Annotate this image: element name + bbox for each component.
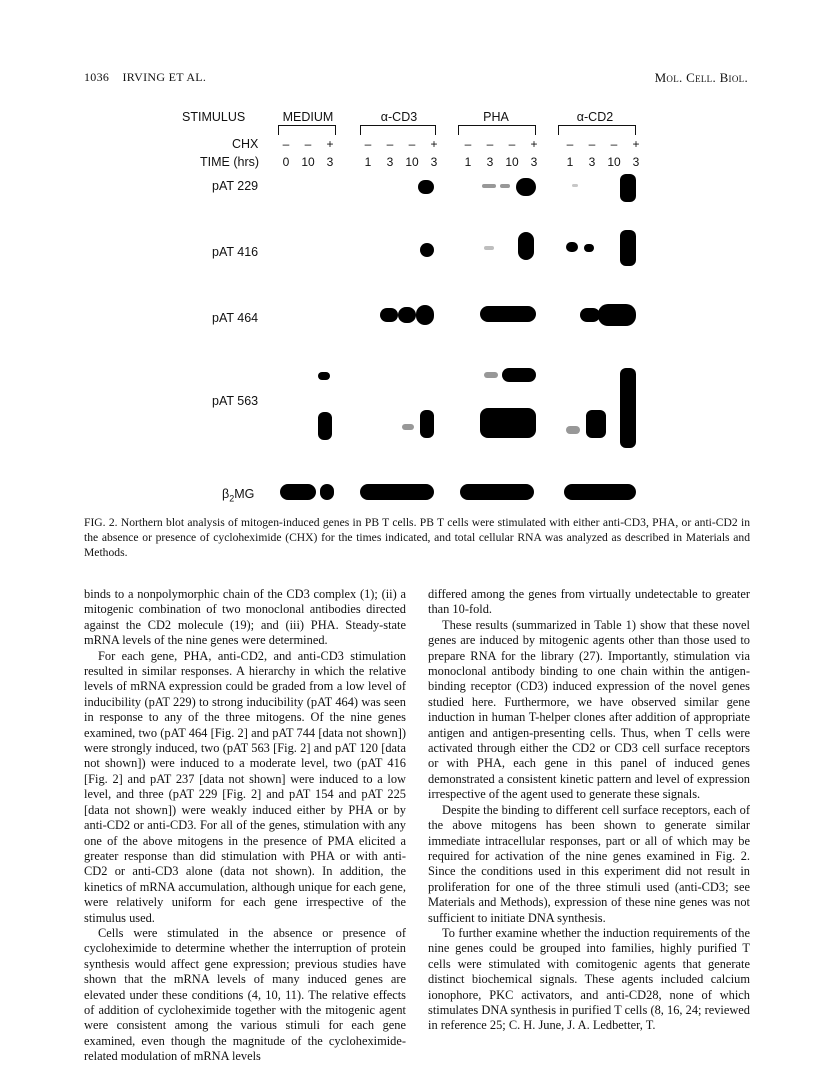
time-cd2-3: 10 (607, 155, 621, 169)
chx-cd2-1: – (566, 137, 574, 151)
blot-band (500, 184, 510, 188)
time-medium-1: 0 (282, 155, 290, 169)
blot-band (484, 372, 498, 378)
blot-band (480, 306, 536, 322)
group-anti-cd3: α-CD3 (380, 110, 418, 124)
group-pha: PHA (483, 110, 509, 124)
time-pha-3: 10 (505, 155, 519, 169)
paragraph: To further examine whether the induction requirements of the nine genes could be grouped into families, highly purified T cells were stimulated with comitogenic agents that generate distinct biochemical signals. These agents included calcium ionophore, PKC activators, and anti-CD28, none of which stimulates DNA synthesis in purified T cells (8, 16, 24; reviewed in reference 25; C. H. June, J. A. Ledbetter, T. (428, 925, 750, 1033)
blot-band (566, 426, 580, 434)
blot-band (416, 305, 434, 325)
paragraph: differed among the genes from virtually undetectable to greater than 10-fold. (428, 587, 750, 617)
page-number: 1036 (84, 70, 110, 84)
blot-band (398, 307, 416, 323)
time-pha-2: 3 (486, 155, 494, 169)
time-cd3-2: 3 (386, 155, 394, 169)
blot-band (620, 230, 636, 266)
group-anti-cd2: α-CD2 (576, 110, 614, 124)
time-pha-4: 3 (530, 155, 538, 169)
journal-name: Mol. Cell. Biol. (654, 70, 748, 85)
bracket-anti-cd3 (360, 125, 436, 135)
blot-band (420, 243, 434, 257)
chx-label: CHX (232, 137, 259, 151)
blot-band (620, 368, 636, 448)
blot-band (566, 242, 578, 252)
row-label-pat563: pAT 563 (212, 394, 259, 408)
paragraph: These results (summarized in Table 1) show that these novel genes are induced by mitogenic agents other than those used to prepare RNA for the library (27). Importantly, stimulation via monoclonal antibody binding to one chain within the antigen-binding receptor (CD3) induced expression of the novel genes studied here. Furthermore, we have observed similar gene induction in human T-helper clones after addition of appropriate antigen and antigen-presenting cells. Thus, when T cells were activated through either the CD2 or CD3 cell surface receptors or with PHA, each gene in this panel of induced genes demonstrated a consistent kinetic pattern and level of expression irrespective of the agent used to generate these signals. (428, 617, 750, 802)
bracket-anti-cd2 (558, 125, 636, 135)
blot-band (280, 484, 316, 500)
blot-band (420, 410, 434, 438)
blot-band (518, 232, 534, 260)
blot-band (360, 484, 434, 500)
blot-band (572, 184, 578, 187)
blot-band (598, 304, 636, 326)
chx-cd3-3: – (408, 137, 416, 151)
bracket-pha (458, 125, 536, 135)
blot-band (460, 484, 534, 500)
paragraph: Despite the binding to different cell surface receptors, each of the above mitogens has been shown to generate similar immediate intracellular responses, part or all of which may be required for activation of the nine genes examined in Fig. 2. Since the conditions used in this experiment did not result in proliferation for one of the three stimuli used (anti-CD3; see Materials and Methods), expression of these nine genes was not sufficient to initiate DNA synthesis. (428, 802, 750, 925)
blot-band (402, 424, 414, 430)
time-pha-1: 1 (464, 155, 472, 169)
blot-band (502, 368, 536, 382)
blot-band (380, 308, 398, 322)
time-cd2-1: 1 (566, 155, 574, 169)
time-cd3-4: 3 (430, 155, 438, 169)
row-label-b2mg: $\beta_2MG$ (222, 487, 255, 504)
authors: IRVING ET AL. (122, 70, 207, 84)
time-medium-3: 3 (326, 155, 334, 169)
row-label-pat416: pAT 416 (212, 245, 259, 259)
blot-band (564, 484, 636, 500)
bracket-medium (278, 125, 336, 135)
left-column (84, 587, 406, 1065)
chx-medium-2: – (304, 137, 312, 151)
blot-band (484, 246, 494, 250)
chx-pha-2: – (486, 137, 494, 151)
chx-cd3-2: – (386, 137, 394, 151)
blot-band (318, 372, 330, 380)
chx-cd3-1: – (364, 137, 372, 151)
chx-pha-1: – (464, 137, 472, 151)
time-cd2-2: 3 (588, 155, 596, 169)
blot-band (580, 308, 600, 322)
chx-cd2-2: – (588, 137, 596, 151)
blot-band (584, 244, 594, 252)
chx-cd2-3: – (610, 137, 618, 151)
stimulus-label: STIMULUS (182, 110, 246, 124)
blot-band (620, 174, 636, 202)
row-label-pat464: pAT 464 (212, 311, 259, 325)
chx-medium-1: – (282, 137, 290, 151)
row-label-pat229: pAT 229 (212, 179, 259, 193)
chx-pha-3: – (508, 137, 516, 151)
right-column (428, 587, 750, 1034)
figure-caption: FIG. 2. Northern blot analysis of mitogen-induced genes in PB T cells. PB T cells were stimulated with either anti-CD3, PHA, or anti-CD2 in the absence or presence of cycloheximide (CHX) for the times indicated, and total cellular RNA was analyzed as described in Materials and Methods. (84, 516, 750, 559)
time-cd3-3: 10 (405, 155, 419, 169)
time-cd3-1: 1 (364, 155, 372, 169)
paragraph: For each gene, PHA, anti-CD2, and anti-CD3 stimulation resulted in similar responses. A hierarchy in which the relative levels of mRNA expression could be graded from a low level of inducibility (pAT 229) to strong inducibility (pAT 464) was seen in response to any of the three mitogens. Of the nine genes examined, two (pAT 464 [Fig. 2] and pAT 744 [data not shown]) were strongly induced, two (pAT 563 [Fig. 2] and pAT 120 [data not shown]) were induced to a moderate level, two (pAT 416 [Fig. 2] and pAT 237 [data not shown] were induced to a low level, and three (pAT 229 [Fig. 2] and pAT 154 and pAT 225 [data not shown]) were weakly induced either by PHA or by anti-CD2 or anti-CD3. For all of the genes, stimulation with any one of the above mitogens in the presence of PMA elicited a greater response than did stimulation with PHA or with anti-CD2 or anti-CD3 alone (data not shown). In addition, the kinetics of mRNA accumulation, although unique for each gene, were relatively uniform for each gene irrespective of the stimulus used. (84, 648, 406, 925)
blot-band (418, 180, 434, 194)
paragraph: Cells were stimulated in the absence or presence of cycloheximide to determine whether the interruption of protein synthesis would affect gene expression; previous studies have shown that the mRNA levels of many induced genes are elevated under these conditions (4, 10, 11). The relative effects of addition of cycloheximide together with the mitogenic agent were consistent among the various stimuli for each gene examined, even though the magnitude of the cycloheximide-related modulation of mRNA levels (84, 925, 406, 1064)
time-label: TIME (hrs) (200, 155, 260, 169)
chx-cd2-4: + (632, 137, 640, 151)
time-cd2-4: 3 (632, 155, 640, 169)
blot-band (480, 408, 536, 438)
chx-pha-4: + (530, 137, 538, 151)
blot-band (482, 184, 496, 188)
time-medium-2: 10 (301, 155, 315, 169)
blot-band (320, 484, 334, 500)
blot-band (318, 412, 332, 440)
group-medium: MEDIUM (282, 110, 334, 124)
paragraph: binds to a nonpolymorphic chain of the CD3 complex (1); (ii) a mitogenic combination of two monoclonal antibodies directed against the CD2 molecule (19); and (iii) PHA. Steady-state mRNA levels of the nine genes were determined. (84, 587, 406, 648)
blot-band (586, 410, 606, 438)
blot-band (516, 178, 536, 196)
figure-2-northern-blot (0, 0, 816, 520)
chx-medium-3: + (326, 137, 334, 151)
chx-cd3-4: + (430, 137, 438, 151)
